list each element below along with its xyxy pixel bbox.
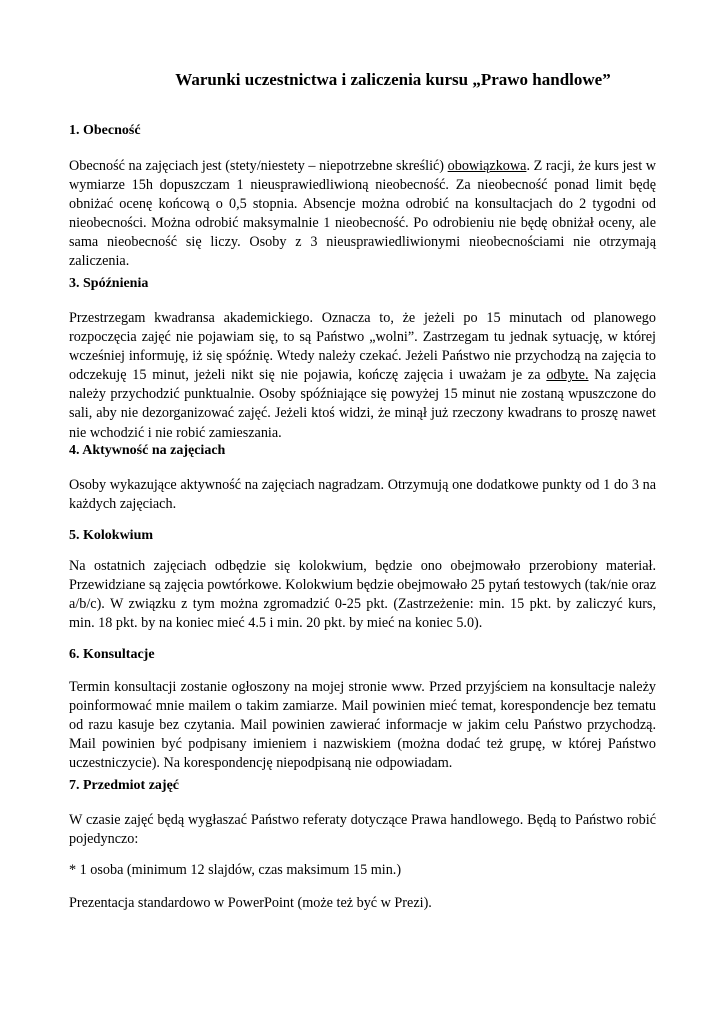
text-run: Na zajęcia należy przychodzić punktualnie. Osoby spóźniające się powyżej 15 minut nie zostaną wpuszczone do sali, aby nie dezorganizować zajęć. Jeżeli ktoś widzi, że minął już rzeczony kwadrans to proszę nawet nie wchodzić i nie robić zamieszania.	[69, 367, 656, 441]
section-heading-test: 5. Kolokwium	[69, 528, 154, 543]
section-text-subject: W czasie zajęć będą wygłaszać Państwo referaty dotyczące Prawa handlowego. Będą to Państwo robić pojedynczo:	[69, 812, 656, 848]
text-run: Przestrzegam kwadransa akademickiego. Oznacza to, że jeżeli po 15 minutach od planowego rozpoczęcia zajęć nie pojawiam się, to są Państwo „wolni”. Zastrzegam tu jednak sytuację, w której wcześniej informuję, iż się spóźnię. Wtedy należy czekać. Jeżeli Państwo nie przychodzą na zajęcia to odczekuję 15 minut, jeżeli nikt się nie pojawia, kończę zajęcia i uważam je za	[69, 310, 656, 384]
text-run: . Z racji, że kurs jest w wymiarze 15h dopuszczam 1 nieusprawiedliwioną nieobecność. Za nieobecność ponad limit będę obniżać ocenę końcową o 0,5 stopnia. Absencje można odrobić na konsultacjach do 2 tygodni od nieobecności. Można odrobić maksymalnie 1 nieobecność. Po odrobieniu nie będę obniżał oceny, ale sama nieobecność się liczy. Osoby z 3 nieusprawiedliwionymi nieobecnościami nie otrzymają zaliczenia.	[69, 158, 656, 270]
document-title: Warunki uczestnictwa i zaliczenia kursu „Prawo handlowe”	[175, 70, 611, 89]
section-heading-consultations: 6. Konsultacje	[69, 647, 155, 662]
text-run: Obecność na zajęciach jest (stety/niestety – niepotrzebne skreślić)	[69, 158, 448, 174]
section-text-activity: Osoby wykazujące aktywność na zajęciach nagradzam. Otrzymują one dodatkowe punkty od 1 do 3 na każdych zajęciach.	[69, 477, 656, 513]
section-text-consultations: Termin konsultacji zostanie ogłoszony na mojej stronie www. Przed przyjściem na konsultacje należy poinformować mnie mailem o takim zamiarze. Mail powinien mieć temat, korespondencje bez tematu od razu kasuje bez czytania. Mail powinien zawierać informacje w jakim celu Państwo przychodzą. Mail powinien być podpisany imieniem i nazwiskiem (można dodać też grupę, w której Państwo uczestniczycie). Na korespondencję niepodpisaną nie odpowiadam.	[69, 679, 656, 772]
section-text-lateness	[69, 309, 656, 443]
section-heading-attendance: 1. Obecność	[69, 123, 141, 138]
section-heading-subject: 7. Przedmiot zajęć	[69, 778, 179, 793]
section-text-presentation: Prezentacja standardowo w PowerPoint (może też być w Prezi).	[69, 895, 432, 911]
section-heading-activity: 4. Aktywność na zajęciach	[69, 443, 226, 458]
underlined-word: obowiązkowa	[447, 158, 527, 174]
section-text-test: Na ostatnich zajęciach odbędzie się kolokwium, będzie ono obejmowało przerobiony materiał. Przewidziane są zajęcia powtórkowe. Kolokwium będzie obejmowało 25 pytań testowych (tak/nie oraz a/b/c). W związku z tym można zgromadzić 0-25 pkt. (Zastrzeżenie: min. 15 pkt. by zaliczyć kurs, min. 18 pkt. by na koniec mieć 4.5 i min. 20 pkt. by mieć na koniec 5.0).	[69, 558, 657, 632]
underlined-word: odbyte.	[546, 367, 589, 384]
section-text-attendance	[69, 157, 656, 272]
list-item: * 1 osoba (minimum 12 slajdów, czas maksimum 15 min.)	[69, 862, 402, 878]
section-heading-lateness: 3. Spóźnienia	[69, 276, 149, 291]
